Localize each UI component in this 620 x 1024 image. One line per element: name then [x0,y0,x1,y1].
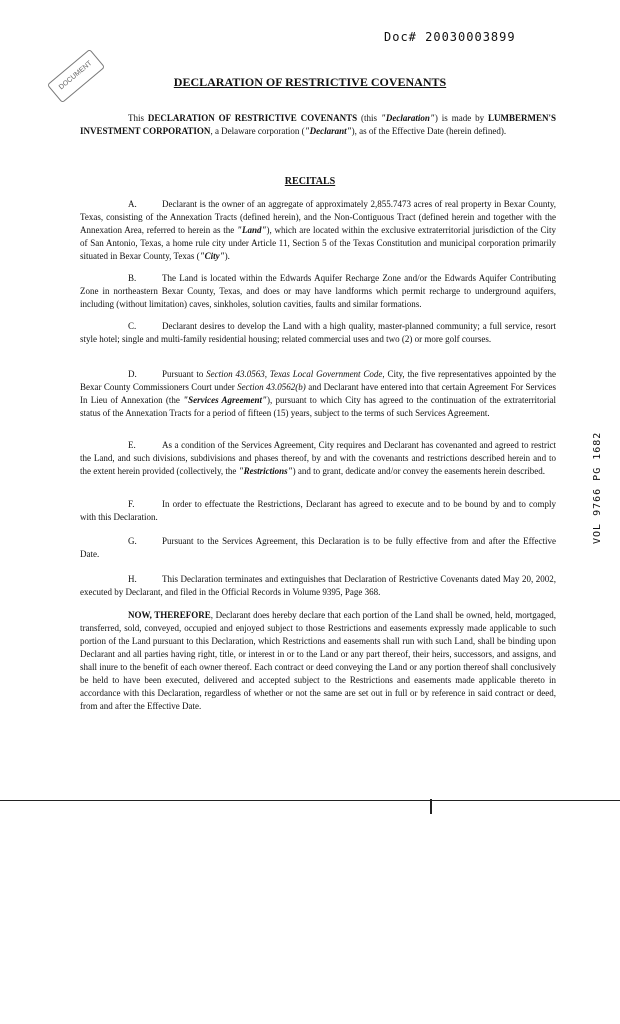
document-number: Doc# 20030003899 [384,30,516,44]
recital-a: A. Declarant is the owner of an aggregate of approximately 2,855.7473 acres of real property in Bexar County, Texas, consisting of the Annexation Tracts (defined herein), and the Non-Contiguous Tract (defined herein and together with the Annexation Area, referred to herein as the "Land"), which are located within the exclusive extraterritorial jurisdiction of the City of San Antonio, Texas, a home rule city under Article 11, Section 5 of the Texas Constitution and municipal corporation primarily situated in Bexar County, Texas ("City"). [80,199,556,261]
recording-stamp: DOCUMENT [47,49,105,103]
recitals-heading: RECITALS [284,176,336,187]
page-bottom-tick [430,799,432,814]
now-therefore-paragraph: NOW, THEREFORE, Declarant does hereby declare that each portion of the Land shall be owned, held, mortgaged, transferred, sold, conveyed, occupied and enjoyed subject to those Restrictions and easements expressly made applicable to such portion of the Land pursuant to this Declaration, which Restrictions and easements shall run with such Land, shall be binding upon Declarant and all parties having right, title, or interest in or to the Land or any part thereof, their heirs, successors, and assigns, and shall inure to the benefit of each owner thereof. Each contract or deed conveying the Land or any portion thereof shall conclusively be held to have been executed, delivered and accepted subject to the Restrictions and easements made applicable thereto in accordance with this Declaration, regardless of whether or not the same are set out in full or by reference in said contract or deed, from and after the Effective Date. [80,610,556,711]
recital-g: G. Pursuant to the Services Agreement, this Declaration is to be fully effective from and after the Effective Date. [80,536,556,559]
volume-page-stamp: VOL 9766 PG 1682 [592,431,603,544]
document-title: DECLARATION OF RESTRICTIVE COVENANTS [173,75,447,89]
recital-c: C. Declarant desires to develop the Land with a high quality, master-planned community; a full service, resort style hotel; single and multi-family residential housing; related commercial uses and two (2) or more golf courses. [80,321,556,344]
intro-paragraph: This DECLARATION OF RESTRICTIVE COVENANTS (this "Declaration") is made by LUMBERMEN'S INVESTMENT CORPORATION, a Delaware corporation ("Declarant"), as of the Effective Date (herein defined). [80,113,556,136]
recital-b: B. The Land is located within the Edwards Aquifer Recharge Zone and/or the Edwards Aquifer Contributing Zone in northeastern Bexar County, Texas, and does or may have landforms which permit recharge to underground aquifers, including (without limitation) caves, sinkholes, solution cavities, faults and similar formations. [80,273,556,309]
recital-e: E. As a condition of the Services Agreement, City requires and Declarant has covenanted and agreed to restrict the Land, and such divisions, subdivisions and phases thereof, by and with the covenants and restrictions described herein and to the extent herein provided (collectively, the "Restrictions") and to grant, dedicate and/or convey the easements herein described. [80,440,556,476]
recital-h: H. This Declaration terminates and extinguishes that Declaration of Restrictive Covenants dated May 20, 2002, executed by Declarant, and filed in the Official Records in Volume 9395, Page 368. [80,574,556,597]
recital-d: D. Pursuant to Section 43.0563, Texas Local Government Code, City, the five representatives appointed by the Bexar County Commissioners Court under Section 43.0562(b) and Declarant have entered into that certain Agreement For Services In Lieu of Annexation (the "Services Agreement"), pursuant to which City has agreed to the continuation of the extraterritorial status of the Annexation Tracts for a period of fifteen (15) years, subject to the terms of such Services Agreement. [80,369,556,418]
recital-f: F. In order to effectuate the Restrictions, Declarant has agreed to execute and to be bound by and to comply with this Declaration. [80,499,556,522]
page-bottom-rule [0,800,620,801]
